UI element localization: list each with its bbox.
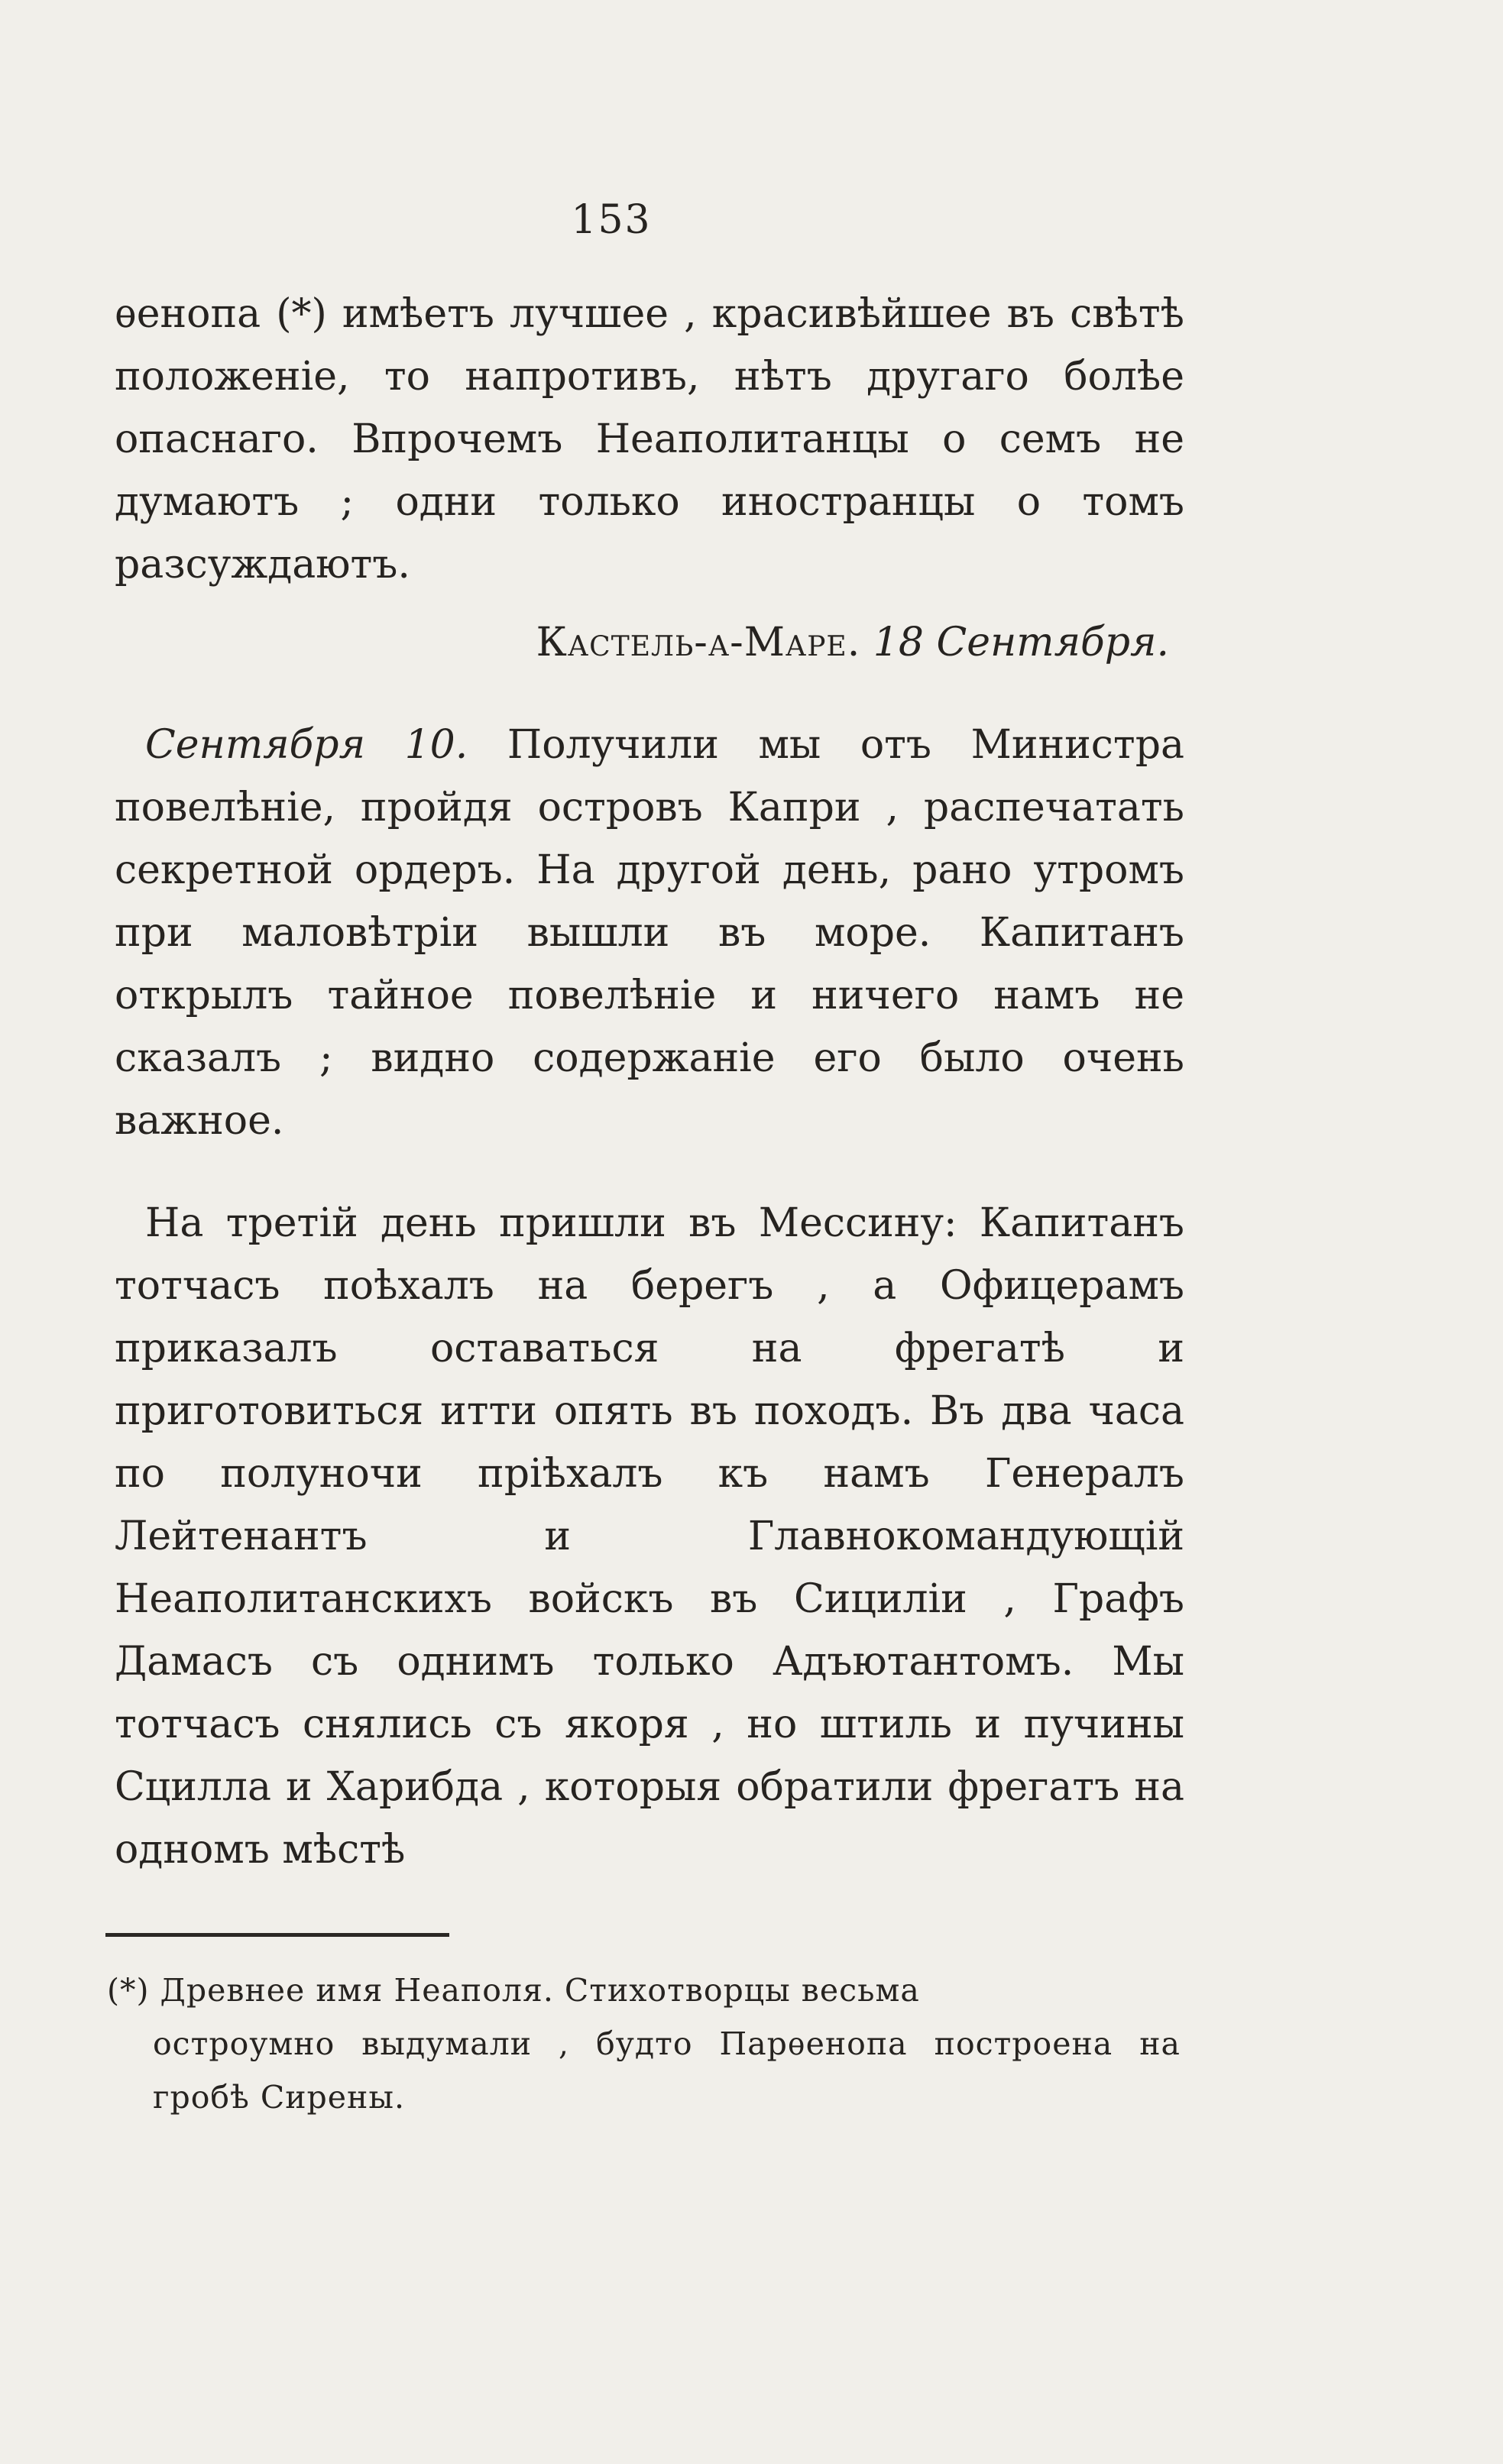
main-text: [115, 283, 1184, 1881]
page-number: 153: [571, 197, 652, 243]
paragraph-2-text: Получили мы отъ Министра повелѣніе, пройдя островъ Капри , распечатать секретной ордеръ. На другой день, рано утромъ при маловѣтріи вышли въ море. Капитанъ открылъ тайное повелѣніе и ничего намъ не сказалъ ; видно содержаніе его было очень важное.: [115, 722, 1184, 1144]
paragraph-1: ѳенопа (*) имѣетъ лучшее , красивѣйшее въ свѣтѣ положеніе, то напротивъ, нѣтъ другаго болѣе опаснаго. Впрочемъ Неаполитанцы о семъ не думаютъ ; одни только иностранцы о томъ разсуждаютъ.: [115, 291, 1184, 588]
dateline-date: 18 Сентября.: [873, 620, 1169, 665]
footnote-rule: [105, 1933, 449, 1937]
paragraph-3: На третій день пришли въ Мессину: Капитанъ тотчасъ поѣхалъ на берегъ , а Офицерамъ приказалъ оставаться на фрегатѣ и приготовиться итти опять въ походъ. Въ два часа по полуночи пріѣхалъ къ намъ Генералъ Лейтенантъ и Главнокомандующій Неаполитанскихъ войскъ въ Сициліи , Графъ Дамасъ съ однимъ только Адъютантомъ. Мы тотчасъ снялись съ якоря , но штиль и пучины Сцилла и Харибда , которыя обратили фрегатъ на одномъ мѣстѣ: [115, 1200, 1184, 1873]
footnote: [107, 1964, 1181, 2124]
paragraph-2-date: Сентября 10.: [145, 722, 468, 768]
footnote-continuation: остроумно выдумали , будто Парѳенопа построена на гробѣ Сирены.: [153, 2025, 1181, 2116]
dateline-place: Кастель-а-Маре.: [536, 620, 861, 665]
paragraph-2: [115, 714, 1184, 1152]
footnote-first-line: (*) Древнее имя Неаполя. Стихотворцы весьма: [107, 1972, 920, 2009]
dateline: [115, 611, 1184, 674]
